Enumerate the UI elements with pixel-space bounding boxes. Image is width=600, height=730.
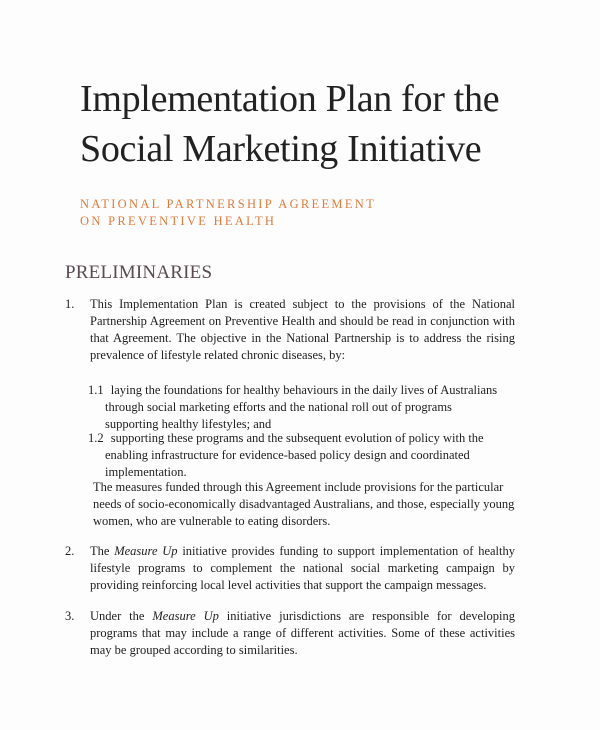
subtitle-line-2: ON PREVENTIVE HEALTH: [80, 214, 277, 228]
sub-item-number: 1.1: [88, 383, 104, 397]
numbered-item-1: [65, 296, 515, 364]
document-subtitle: [80, 196, 500, 230]
text-after: initiative provides funding to support implementation of healthy lifestyle programs to complement the national social marketing campaign by providing reinforcing local level activities that support the campaign messages.: [90, 544, 515, 592]
sub-item-1-2: [88, 430, 508, 481]
sub-item-text: laying the foundations for healthy behaviours in the daily lives of Australians through social marketing efforts and the national roll out of programs supporting healthy lifestyles; and: [105, 383, 498, 431]
section-heading: PRELIMINARIES: [65, 262, 213, 283]
item-number: 1.: [65, 297, 75, 311]
sub-item-text: supporting these programs and the subsequent evolution of policy with the enabling infrastructure for evidence-based policy design and coordinated implementation.: [105, 431, 484, 479]
text-before: Under the: [90, 609, 153, 623]
measures-paragraph: [93, 479, 515, 530]
paragraph-text: The measures funded through this Agreement include provisions for the particular needs of socio-economically disadvantaged Australians, and those, especially young women, who are vulnerable to eating disorders.: [93, 480, 515, 528]
emphasis-text: Measure Up: [152, 609, 219, 623]
emphasis-text: Measure Up: [114, 544, 178, 558]
title-line-2: Social Marketing Initiative: [80, 128, 482, 170]
sub-item-text-container: [88, 382, 508, 433]
item-text: [90, 608, 515, 659]
numbered-item-2: [65, 543, 515, 594]
sub-item-text-container: [88, 430, 508, 481]
item-number: 2.: [65, 544, 75, 558]
text-before: The: [90, 544, 115, 558]
numbered-item-3: [65, 608, 515, 659]
sub-item-number: 1.2: [88, 431, 104, 445]
text-after: initiative jurisdictions are responsible for developing programs that may include a range of different activities. Some of these activities may be grouped according to similarities.: [90, 609, 515, 657]
item-number: 3.: [65, 609, 75, 623]
subtitle-line-1: NATIONAL PARTNERSHIP AGREEMENT: [80, 197, 377, 211]
title-line-1: Implementation Plan for the: [80, 78, 500, 120]
sub-item-1-1: [88, 382, 508, 433]
document-title: [80, 74, 560, 174]
item-text: This Implementation Plan is created subject to the provisions of the National Partnership Agreement on Preventive Health and should be read in conjunction with that Agreement. The objective in the National Partnership is to address the rising prevalence of lifestyle related chronic diseases, by:: [90, 297, 515, 362]
item-text: [90, 543, 515, 594]
